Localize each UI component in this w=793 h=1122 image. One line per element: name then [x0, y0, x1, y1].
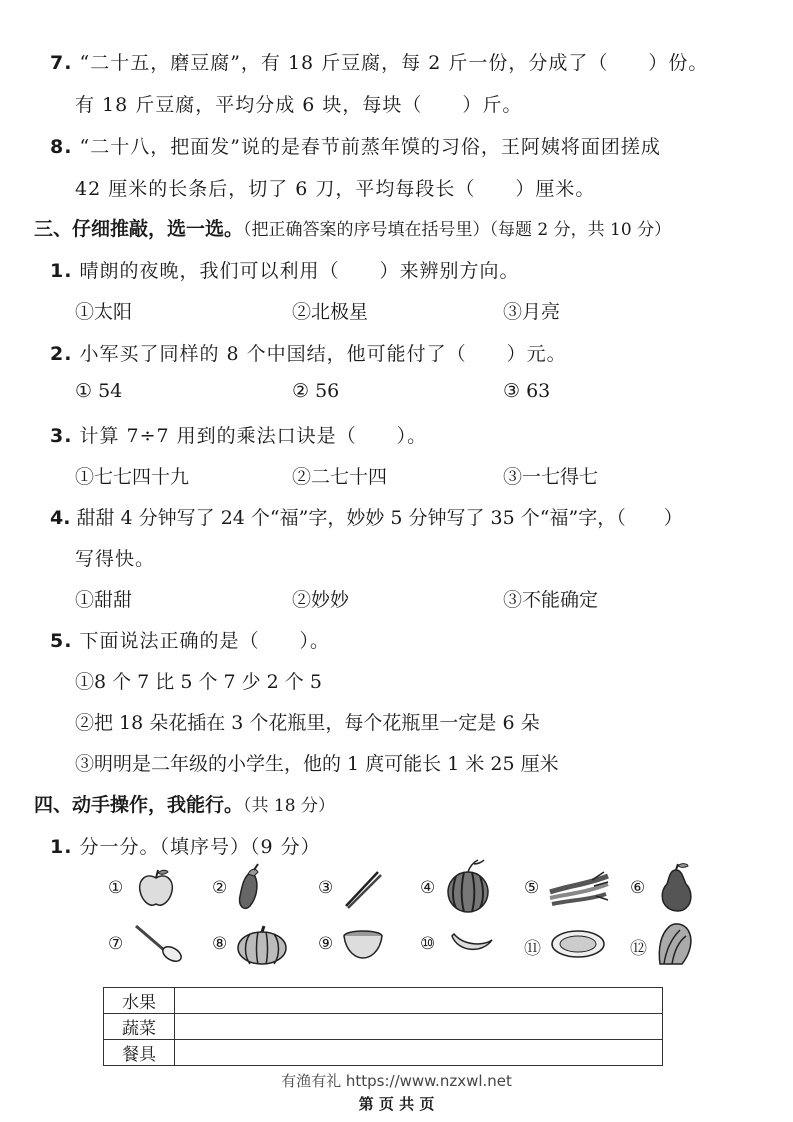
s3-q3-option-2: ②二七十四	[292, 466, 388, 488]
s3-q5-option-2: ②把 18 朵花插在 3 个花瓶里，每个花瓶里一定是 6 朵	[75, 712, 540, 734]
vegetable-answer-cell[interactable]	[175, 1014, 663, 1040]
item-label-5: ⑤	[524, 878, 540, 898]
s3-q4-option-3: ③不能确定	[503, 589, 599, 611]
row-header-fruit: 水果	[104, 988, 175, 1014]
item-label-6: ⑥	[630, 878, 646, 898]
s3-q2-text: 2. 小军买了同样的 8 个中国结，他可能付了（ ）元。	[50, 343, 567, 365]
s3-q3-option-1: ①七七四十九	[75, 466, 190, 488]
item-label-10: ⑩	[420, 934, 436, 954]
item-label-3: ③	[318, 878, 334, 898]
s3-q3-option-3: ③一七得七	[503, 466, 599, 488]
s3-q4-option-1: ①甜甜	[75, 589, 133, 611]
item-label-1: ①	[108, 878, 124, 898]
pear-icon	[656, 862, 696, 912]
table-row	[104, 1040, 663, 1066]
page-number: 第 页 共 页	[358, 1095, 435, 1113]
table-row	[104, 988, 663, 1014]
bowl-icon	[342, 928, 384, 960]
watermark: 有渔有礼 https://www.nzxwl.net	[281, 1072, 512, 1090]
s3-q4-text2: 写得快。	[75, 548, 156, 570]
item-label-9: ⑨	[318, 934, 334, 954]
sort-table	[103, 987, 663, 1066]
s3-q2-option-1: ① 54	[75, 380, 123, 402]
s3-q1-option-3: ③月亮	[503, 301, 561, 323]
q7-line1: 7. “二十五，磨豆腐”，有 18 斤豆腐，每 2 斤一份，分成了（ ）份。	[50, 52, 709, 74]
s3-q5-text: 5. 下面说法正确的是（ ）。	[50, 630, 331, 652]
row-header-tableware: 餐具	[104, 1040, 175, 1066]
table-row	[104, 1014, 663, 1040]
item-label-7: ⑦	[108, 934, 124, 954]
watermelon-icon	[444, 858, 492, 914]
s3-q1-text: 1. 晴朗的夜晚，我们可以利用（ ）来辨别方向。	[50, 260, 520, 282]
s3-q3-text: 3. 计算 7÷7 用到的乘法口诀是（ ）。	[50, 425, 428, 447]
s3-q1-option-1: ①太阳	[75, 301, 133, 323]
pumpkin-icon	[236, 924, 288, 966]
item-label-4: ④	[420, 878, 436, 898]
item-label-11: ⑪	[524, 939, 541, 959]
scallion-icon	[548, 870, 610, 908]
eggplant-icon	[234, 862, 264, 912]
cabbage-icon	[654, 920, 696, 968]
s4-q1-text: 1. 分一分。（填序号）（9 分）	[50, 836, 321, 858]
q8-line2: 42 厘米的长条后，切了 6 刀，平均每段长（ ）厘米。	[75, 178, 596, 200]
apple-icon	[134, 866, 178, 910]
banana-icon	[448, 930, 494, 958]
s3-q1-option-2: ②北极星	[292, 301, 369, 323]
section3-heading: 三、仔细推敲，选一选。（把正确答案的序号填在括号里）（每题 2 分，共 10 分）	[34, 218, 672, 240]
s3-q4-option-2: ②妙妙	[292, 589, 350, 611]
q8-line1: 8. “二十八，把面发”说的是春节前蒸年馍的习俗，王阿姨将面团搓成	[50, 136, 661, 158]
section4-heading: 四、动手操作，我能行。（共 18 分）	[34, 794, 335, 816]
plate-icon	[550, 928, 606, 960]
chopsticks-icon	[340, 866, 384, 910]
row-header-vegetable: 蔬菜	[104, 1014, 175, 1040]
fruit-answer-cell[interactable]	[175, 988, 663, 1014]
s3-q4-text: 4. 甜甜 4 分钟写了 24 个“福”字，妙妙 5 分钟写了 35 个“福”字，（ ）	[50, 507, 683, 529]
s3-q2-option-3: ③ 63	[503, 380, 551, 402]
s3-q2-option-2: ② 56	[292, 380, 340, 402]
s3-q5-option-3: ③明明是二年级的小学生，他的 1 庹可能长 1 米 25 厘米	[75, 753, 559, 775]
item-label-2: ②	[212, 878, 228, 898]
item-label-12: ⑫	[630, 939, 647, 959]
s3-q5-option-1: ①8 个 7 比 5 个 7 少 2 个 5	[75, 671, 322, 693]
spoon-icon	[132, 922, 184, 962]
q7-line2: 有 18 斤豆腐，平均分成 6 块，每块（ ）斤。	[75, 94, 523, 116]
item-label-8: ⑧	[212, 934, 228, 954]
tableware-answer-cell[interactable]	[175, 1040, 663, 1066]
